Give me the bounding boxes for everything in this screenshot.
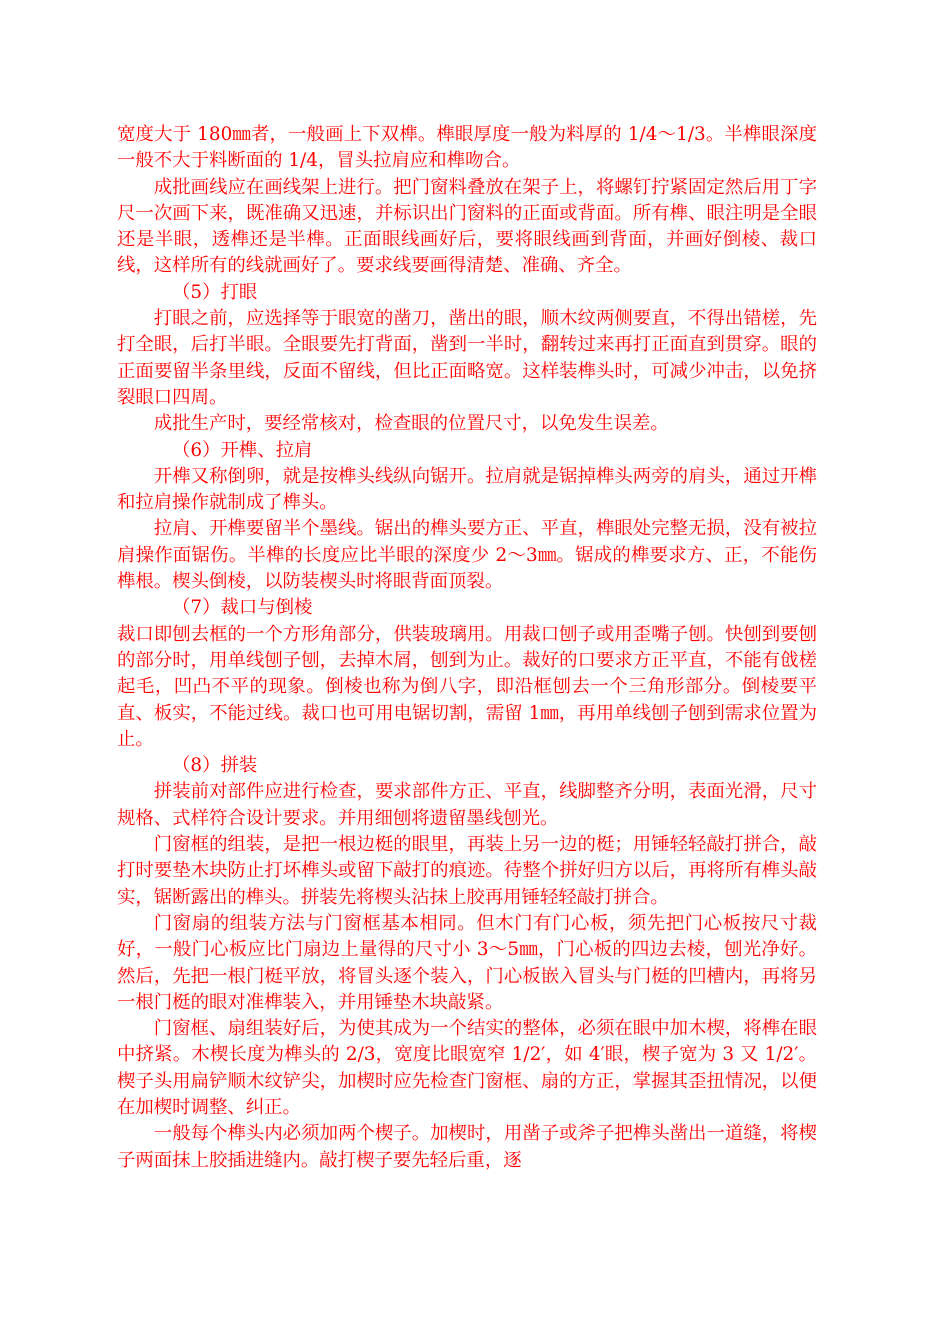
paragraph: 开榫又称倒卵，就是按榫头线纵向锯开。拉肩就是锯掉榫头两旁的肩头，通过开榫和拉肩操作就制成了榫头。	[117, 465, 817, 514]
paragraph: 一般每个榫头内必须加两个楔子。加楔时，用凿子或斧子把榫头凿出一道缝，将楔子两面抹上胶插进缝内。敲打楔子要先轻后重，逐	[117, 1123, 817, 1171]
section-heading: （5）打眼	[172, 281, 258, 303]
paragraph: 门窗扇的组装方法与门窗框基本相同。但木门有门心板，须先把门心板按尺寸裁好，一般门心板应比门扇边上量得的尺寸小 3～5㎜，门心板的四边去棱，刨光净好。然后，先把一根门梃平放，将冒头逐个装入，门心板嵌入冒头与门梃的凹槽内，再将另一根门梃的眼对准榫装入，并用锤垫木块敲紧。	[117, 912, 817, 1013]
paragraph: 打眼之前，应选择等于眼宽的凿刀，凿出的眼，顺木纹两侧要直，不得出错槎，先打全眼，后打半眼。全眼要先打背面，凿到一半时，翻转过来再打正面直到贯穿。眼的正面要留半条里线，反面不留线，但比正面略宽。这样装榫头时，可减少冲击，以免挤裂眼口四周。	[117, 308, 817, 408]
section-heading: （8）拼装	[172, 755, 258, 777]
paragraph: 裁口即刨去框的一个方形角部分，供装玻璃用。用裁口刨子或用歪嘴子刨。快刨到要刨的部分时，用单线刨子刨，去掉木屑，刨到为止。裁好的口要求方正平直，不能有戗槎起毛，凹凸不平的现象。倒棱也称为倒八字，即沿框刨去一个三角形部分。倒棱要平直、板实，不能过线。裁口也可用电锯切割，需留 1㎜，再用单线刨子刨到需求位置为止。	[117, 623, 817, 750]
section-heading: （6）开榫、拉肩	[172, 439, 313, 461]
paragraph: 拉肩、开榫要留半个墨线。锯出的榫头要方正、平直，榫眼处完整无损，没有被拉肩操作面锯伤。半榫的长度应比半眼的深度少 2～3㎜。锯成的榫要求方、正，不能伤榫根。楔头倒棱，以防装楔头时将眼背面顶裂。	[117, 518, 817, 593]
paragraph: 门窗框、扇组装好后，为使其成为一个结实的整体，必须在眼中加木楔，将榫在眼中挤紧。木楔长度为榫头的 2/3，宽度比眼宽窄 1/2′，如 4′眼，楔子宽为 3 又 1/2′。楔子头用扁铲顺木纹铲尖，加楔时应先检查门窗框、扇的方正，掌握其歪扭情况，以便在加楔时调整、纠正。	[117, 1018, 817, 1118]
paragraph: 拼装前对部件应进行检查，要求部件方正、平直，线脚整齐分明，表面光滑，尺寸规格、式样符合设计要求。并用细刨将遗留墨线刨光。	[117, 781, 817, 829]
document-body	[117, 122, 817, 1174]
paragraph: 成批画线应在画线架上进行。把门窗料叠放在架子上，将螺钉拧紧固定然后用丁字尺一次画下来，既准确又迅速，并标识出门窗料的正面或背面。所有榫、眼注明是全眼还是半眼，透榫还是半榫。正面眼线画好后，要将眼线画到背面，并画好倒棱、裁口线，这样所有的线就画好了。要求线要画得清楚、准确、齐全。	[117, 176, 817, 277]
paragraph: 成批生产时，要经常核对，检查眼的位置尺寸，以免发生误差。	[153, 413, 669, 435]
paragraph: 宽度大于 180㎜者，一般画上下双榫。榫眼厚度一般为料厚的 1/4～1/3。半榫眼深度一般不大于料断面的 1/4，冒头拉肩应和榫吻合。	[117, 124, 817, 172]
paragraph: 门窗框的组装，是把一根边梃的眼里，再装上另一边的梃；用锤轻轻敲打拼合，敲打时要垫木块防止打坏榫头或留下敲打的痕迹。待整个拼好归方以后，再将所有榫头敲实，锯断露出的榫头。拼装先将楔头沾抹上胶再用锤轻轻敲打拼合。	[117, 834, 817, 908]
section-heading: （7）裁口与倒棱	[172, 597, 313, 619]
